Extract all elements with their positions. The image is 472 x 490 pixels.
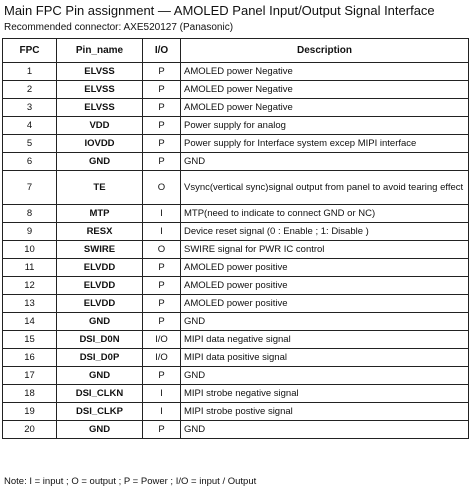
cell-io: P [143,63,181,81]
page-title: Main FPC Pin assignment — AMOLED Panel Input/Output Signal Interface [4,3,435,18]
cell-io: I [143,385,181,403]
cell-io: I/O [143,331,181,349]
table-row [3,295,469,313]
cell-description: MIPI strobe postive signal [181,403,469,421]
cell-fpc: 1 [3,63,57,81]
cell-description: Power supply for analog [181,117,469,135]
header-pin-name: Pin_name [57,39,143,63]
cell-pin-name: GND [57,367,143,385]
pin-assignment-table [2,38,469,439]
cell-io: P [143,421,181,439]
cell-fpc: 18 [3,385,57,403]
header-io: I/O [143,39,181,63]
cell-io: P [143,99,181,117]
header-fpc: FPC [3,39,57,63]
cell-pin-name: GND [57,313,143,331]
table-row [3,349,469,367]
cell-description: MIPI data positive signal [181,349,469,367]
table-row [3,117,469,135]
table-row [3,63,469,81]
table-row [3,81,469,99]
cell-fpc: 6 [3,153,57,171]
cell-pin-name: ELVDD [57,277,143,295]
table-row [3,385,469,403]
cell-io: P [143,135,181,153]
cell-description: GND [181,313,469,331]
cell-pin-name: IOVDD [57,135,143,153]
cell-fpc: 11 [3,259,57,277]
header-description: Description [181,39,469,63]
cell-io: I [143,403,181,421]
cell-description: MTP(need to indicate to connect GND or NC) [181,205,469,223]
cell-fpc: 9 [3,223,57,241]
cell-io: P [143,295,181,313]
cell-description: GND [181,153,469,171]
cell-fpc: 16 [3,349,57,367]
cell-description: AMOLED power positive [181,295,469,313]
cell-fpc: 2 [3,81,57,99]
cell-io: P [143,313,181,331]
cell-fpc: 14 [3,313,57,331]
cell-pin-name: DSI_CLKP [57,403,143,421]
cell-fpc: 10 [3,241,57,259]
cell-description: Vsync(vertical sync)signal output from panel to avoid tearing effect [181,171,469,205]
cell-description: AMOLED power Negative [181,99,469,117]
cell-pin-name: ELVDD [57,295,143,313]
cell-pin-name: DSI_D0P [57,349,143,367]
cell-pin-name: GND [57,421,143,439]
table-row [3,171,469,205]
cell-pin-name: TE [57,171,143,205]
table-row [3,241,469,259]
cell-description: GND [181,367,469,385]
table-row [3,313,469,331]
cell-io: P [143,81,181,99]
table-row [3,135,469,153]
cell-pin-name: MTP [57,205,143,223]
table-row [3,403,469,421]
cell-description: AMOLED power positive [181,259,469,277]
cell-pin-name: ELVSS [57,63,143,81]
cell-io: I [143,205,181,223]
cell-pin-name: DSI_D0N [57,331,143,349]
cell-description: GND [181,421,469,439]
cell-fpc: 4 [3,117,57,135]
cell-description: AMOLED power positive [181,277,469,295]
cell-description: AMOLED power Negative [181,63,469,81]
cell-description: MIPI strobe negative signal [181,385,469,403]
table-row [3,205,469,223]
cell-description: Device reset signal (0 : Enable ; 1: Disable ) [181,223,469,241]
cell-description: AMOLED power Negative [181,81,469,99]
cell-pin-name: SWIRE [57,241,143,259]
table-row [3,99,469,117]
cell-fpc: 19 [3,403,57,421]
cell-description: SWIRE signal for PWR IC control [181,241,469,259]
table-row [3,367,469,385]
cell-fpc: 15 [3,331,57,349]
cell-io: P [143,259,181,277]
cell-pin-name: ELVSS [57,81,143,99]
cell-fpc: 13 [3,295,57,313]
cell-fpc: 20 [3,421,57,439]
cell-fpc: 17 [3,367,57,385]
page-subtitle: Recommended connector: AXE520127 (Panasonic) [4,22,234,33]
cell-io: I/O [143,349,181,367]
table-body [3,63,469,439]
cell-io: P [143,367,181,385]
table-row [3,277,469,295]
cell-fpc: 12 [3,277,57,295]
table-row [3,259,469,277]
legend-note: Note: I = input ; O = output ; P = Power ; I/O = input / Output [4,476,257,487]
cell-io: P [143,117,181,135]
cell-pin-name: GND [57,153,143,171]
cell-pin-name: ELVSS [57,99,143,117]
table-row [3,223,469,241]
cell-fpc: 7 [3,171,57,205]
table-row [3,153,469,171]
cell-io: I [143,223,181,241]
cell-pin-name: DSI_CLKN [57,385,143,403]
cell-fpc: 3 [3,99,57,117]
table-header-row [3,39,469,63]
cell-io: P [143,277,181,295]
cell-description: MIPI data negative signal [181,331,469,349]
cell-pin-name: ELVDD [57,259,143,277]
cell-io: P [143,153,181,171]
cell-pin-name: RESX [57,223,143,241]
table-row [3,331,469,349]
cell-io: O [143,241,181,259]
cell-description: Power supply for Interface system excep MIPI interface [181,135,469,153]
cell-fpc: 8 [3,205,57,223]
cell-io: O [143,171,181,205]
cell-fpc: 5 [3,135,57,153]
table-row [3,421,469,439]
cell-pin-name: VDD [57,117,143,135]
